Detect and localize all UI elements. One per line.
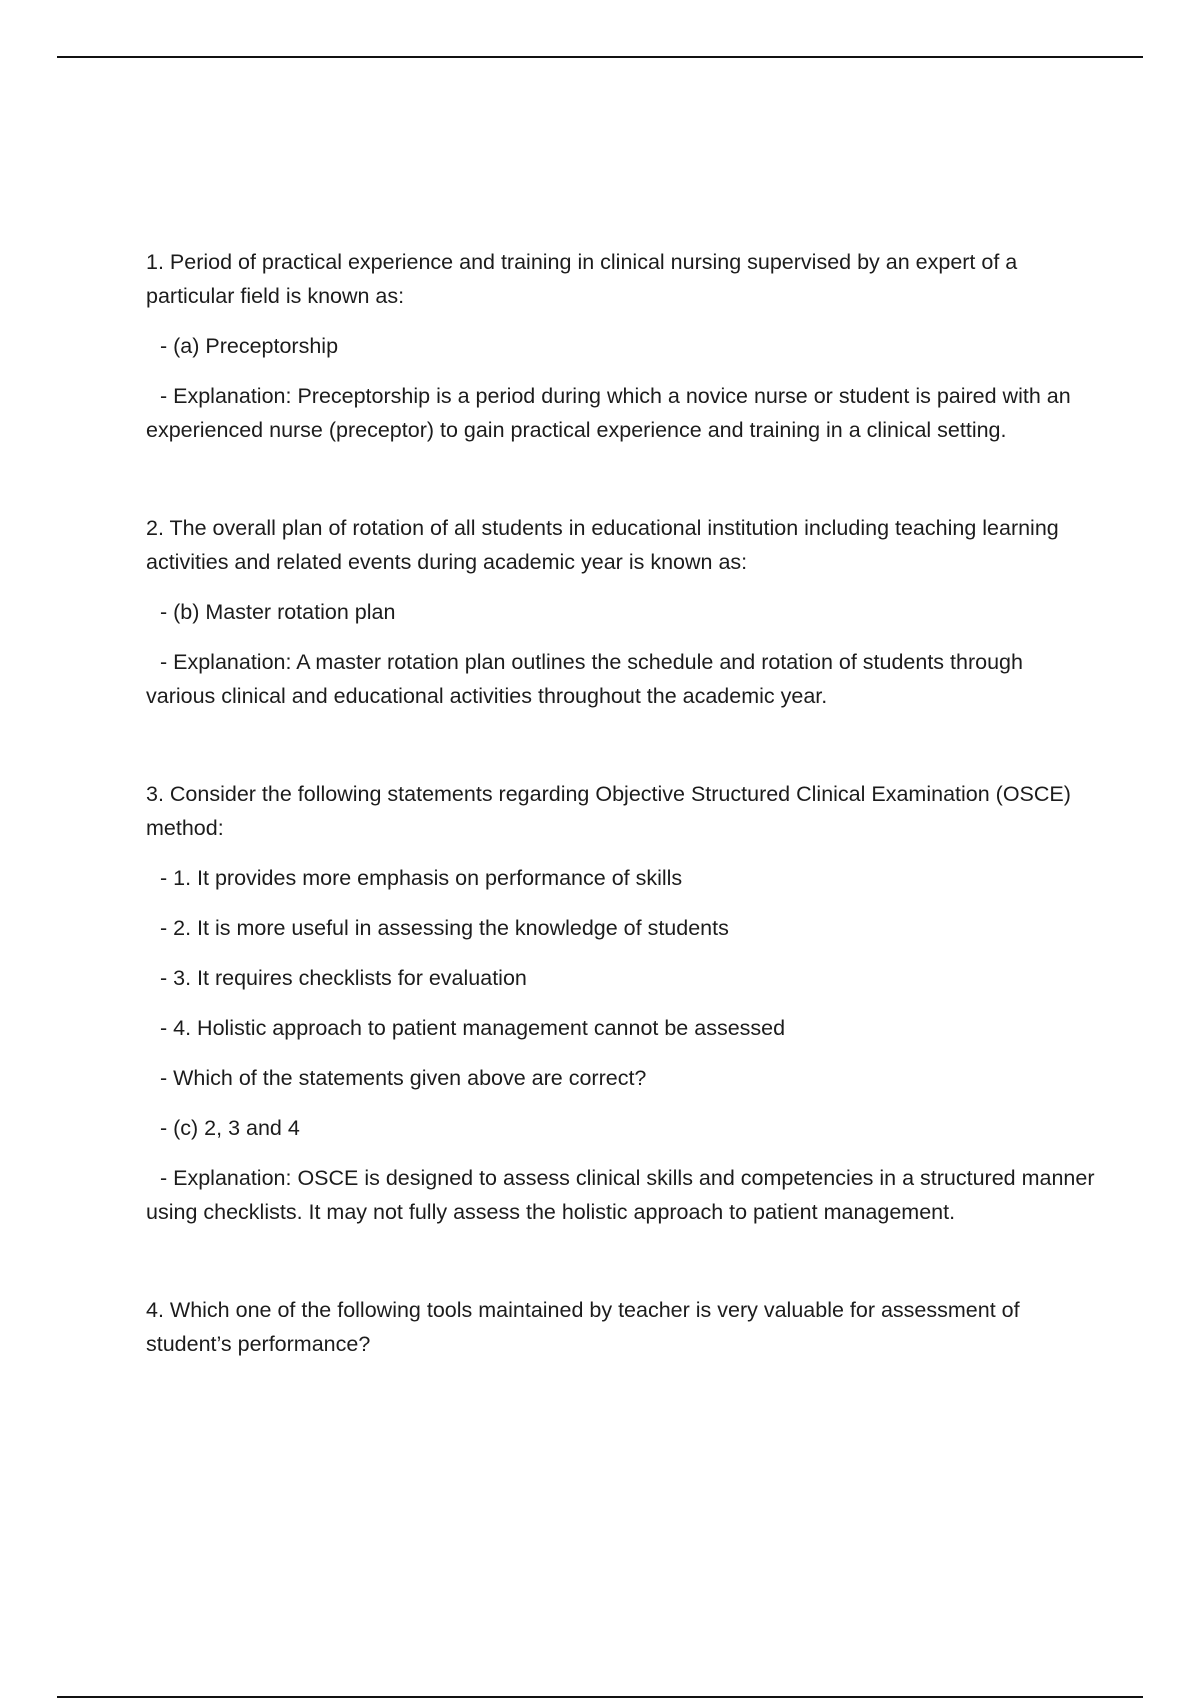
statement-item: - 2. It is more useful in assessing the knowledge of students — [160, 916, 729, 940]
answer-option: - (c) 2, 3 and 4 — [160, 1116, 300, 1140]
explanation: - Explanation: OSCE is designed to assess clinical skills and competencies in a structured manner using checklists. It may not fully assess the holistic approach to patient management. — [146, 1166, 1095, 1224]
explanation: - Explanation: A master rotation plan outlines the schedule and rotation of students through various clinical and educational activities throughout the academic year. — [146, 650, 1023, 708]
question-1 — [146, 245, 1096, 447]
document-body — [146, 245, 1096, 1425]
top-divider — [57, 56, 1143, 58]
question-3 — [146, 777, 1096, 1229]
answer-option: - (a) Preceptorship — [160, 334, 339, 358]
question-4 — [146, 1293, 1096, 1361]
explanation: - Explanation: Preceptorship is a period during which a novice nurse or student is paired with an experienced nurse (preceptor) to gain practical experience and training in a clinical setting. — [146, 384, 1071, 442]
question-2 — [146, 511, 1096, 713]
answer-option: - (b) Master rotation plan — [160, 600, 396, 624]
question-text: 3. Consider the following statements regarding Objective Structured Clinical Examination (OSCE) method: — [146, 782, 1071, 840]
question-text: 1. Period of practical experience and training in clinical nursing supervised by an expert of a particular field is known as: — [146, 250, 1018, 308]
statement-item: - 4. Holistic approach to patient management cannot be assessed — [160, 1016, 786, 1040]
statement-item: - 1. It provides more emphasis on performance of skills — [160, 866, 683, 890]
statement-item: - 3. It requires checklists for evaluation — [160, 966, 527, 990]
statement-prompt: - Which of the statements given above are correct? — [160, 1066, 647, 1090]
question-text: 2. The overall plan of rotation of all students in educational institution including teaching learning activities and related events during academic year is known as: — [146, 516, 1059, 574]
bottom-divider — [57, 1696, 1143, 1698]
question-text: 4. Which one of the following tools maintained by teacher is very valuable for assessment of student’s performance? — [146, 1298, 1020, 1356]
